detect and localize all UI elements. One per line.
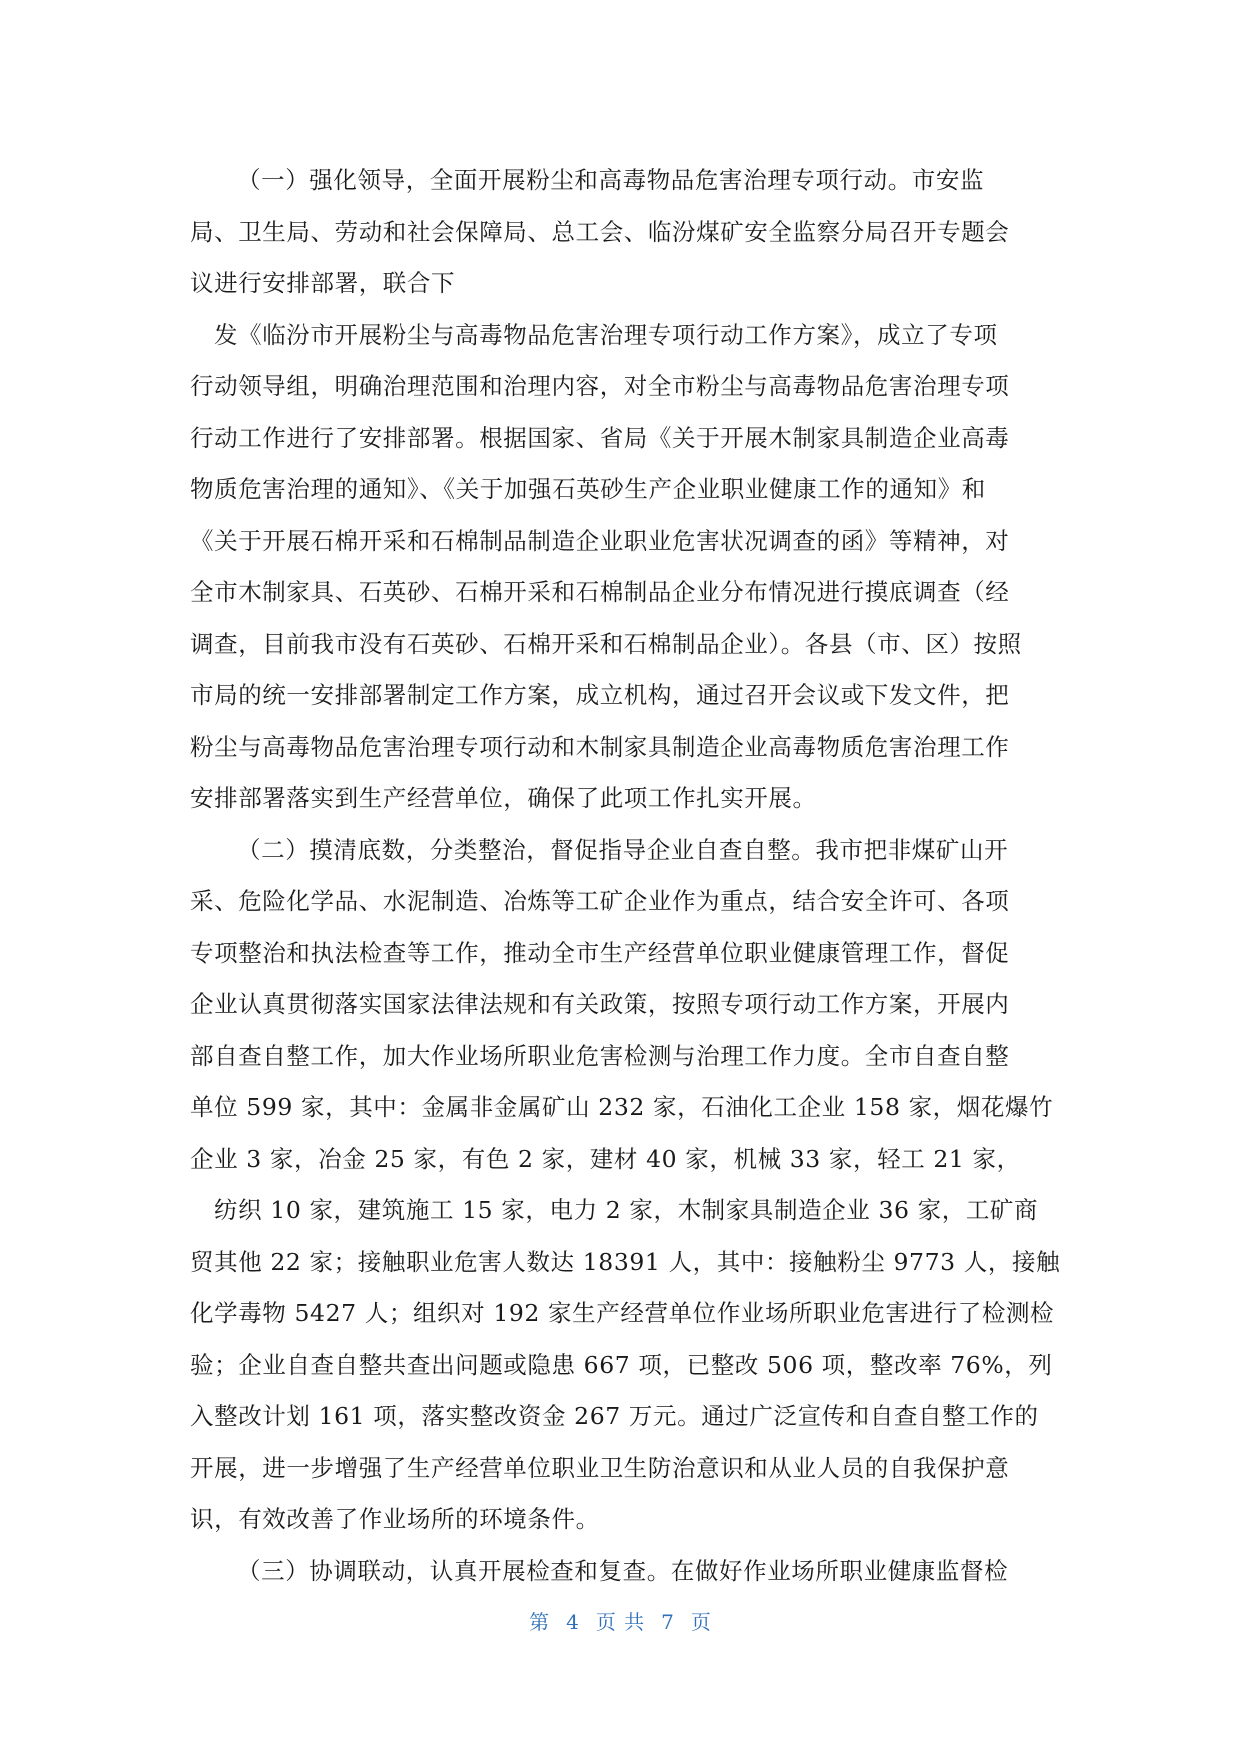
text-line: 安排部署落实到生产经营单位，确保了此项工作扎实开展。 [190,784,817,812]
text-line: 部自查自整工作，加大作业场所职业危害检测与治理工作力度。全市自查自整 [190,1041,1010,1070]
text-line: 物质危害治理的通知》、《关于加强石英砂生产企业职业健康工作的通知》和 [190,475,986,503]
text-line: 采、危险化学品、水泥制造、冶炼等工矿企业作为重点，结合安全许可、各项 [190,887,1010,915]
text-line: 开展，进一步增强了生产经营单位职业卫生防治意识和从业人员的自我保护意 [190,1453,1010,1482]
text-line: 发《临汾市开展粉尘与高毒物品危害治理专项行动工作方案》，成立了专项 [214,320,998,349]
page-footer [0,1606,1241,1635]
footer-prefix: 第 [529,1610,551,1634]
text-line: （一）强化领导，全面开展粉尘和高毒物品危害治理专项行动。市安监 [237,166,985,194]
text-line: 《关于开展石棉开采和石棉制品制造企业职业危害状况调查的函》等精神，对 [190,526,1010,555]
text-line: 行动领导组，明确治理范围和治理内容，对全市粉尘与高毒物品危害治理专项 [190,372,1010,400]
text-line: 识，有效改善了作业场所的环境条件。 [190,1505,600,1533]
text-line: （三）协调联动，认真开展检查和复查。在做好作业场所职业健康监督检 [237,1556,1009,1585]
text-line: 单位 599 家，其中：金属非金属矿山 232 家，石油化工企业 158 家，烟花爆竹 [190,1093,1054,1121]
text-line: 行动工作进行了安排部署。根据国家、省局《关于开展木制家具制造企业高毒 [190,423,1010,452]
total-page-count: 7 [661,1610,675,1634]
footer-suffix: 页 [690,1610,712,1634]
text-line: 企业认真贯彻落实国家法律法规和有关政策，按照专项行动工作方案，开展内 [190,990,1010,1018]
text-line: 企业 3 家，冶金 25 家，有色 2 家，建材 40 家，机械 33 家，轻工 21 家， [190,1144,1021,1173]
text-line: 议进行安排部署，联合下 [190,269,456,297]
current-page-number: 4 [566,1610,580,1634]
text-line: 粉尘与高毒物品危害治理专项行动和木制家具制造企业高毒物质危害治理工作 [190,732,1010,761]
text-line: （二）摸清底数，分类整治，督促指导企业自查自整。我市把非煤矿山开 [237,835,1009,864]
text-line: 市局的统一安排部署制定工作方案，成立机构，通过召开会议或下发文件，把 [190,681,1010,709]
footer-middle: 页 共 [595,1610,646,1634]
text-line: 纺织 10 家，建筑施工 15 家，电力 2 家，木制家具制造企业 36 家，工矿商 [214,1196,1039,1224]
text-line: 贸其他 22 家；接触职业危害人数达 18391 人，其中：接触粉尘 9773 人，接触 [190,1247,1061,1276]
document-body [190,155,1061,1597]
text-line: 专项整治和执法检查等工作，推动全市生产经营单位职业健康管理工作，督促 [190,938,1010,967]
text-line: 调查，目前我市没有石英砂、石棉开采和石棉制品企业）。各县（市、区）按照 [190,629,1022,658]
text-line: 验；企业自查自整共查出问题或隐患 667 项，已整改 506 项，整改率 76%，列 [190,1350,1053,1379]
text-line: 全市木制家具、石英砂、石棉开采和石棉制品企业分布情况进行摸底调查（经 [190,578,1010,606]
text-line: 化学毒物 5427 人；组织对 192 家生产经营单位作业场所职业危害进行了检测检 [190,1299,1055,1327]
text-line: 局、卫生局、劳动和社会保障局、总工会、临汾煤矿安全监察分局召开专题会 [190,217,1010,246]
text-line: 入整改计划 161 项，落实整改资金 267 万元。通过广泛宣传和自查自整工作的 [190,1402,1039,1430]
